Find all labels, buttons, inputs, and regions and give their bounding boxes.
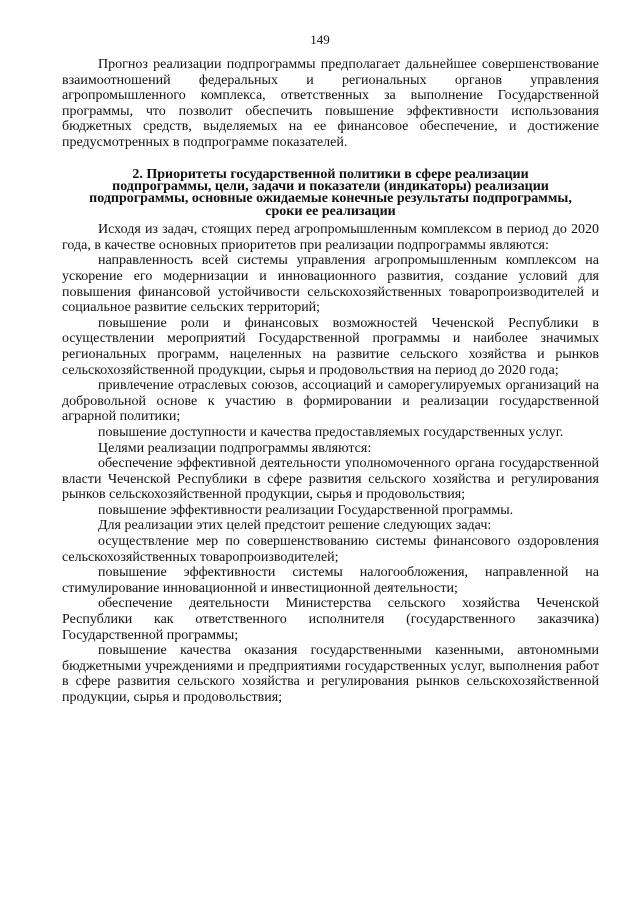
section-heading-line: сроки ее реализации: [265, 203, 396, 219]
task-item: обеспечение деятельности Министерства сельского хозяйства Чеченской Республики как ответственного исполнителя (государственного заказчика) Государственной программы;: [62, 596, 599, 643]
task-item: повышение качества оказания государственными казенными, автономными бюджетными учреждениями и предприятиями государственных услуг, выполнения работ в сфере развития сельского хозяйства и регулирования рынков сельскохозяйственной продукции, сырья и продовольствия;: [62, 643, 599, 705]
page-number: 149: [310, 32, 330, 47]
priority-item: повышение доступности и качества предоставляемых государственных услуг.: [98, 424, 564, 440]
priority-item: направленность всей системы управления агропромышленным комплексом на ускорение его модернизации и инновационного развития, создание условий для повышения финансовой устойчивости сельскохозяйственных товаропроизводителей и социальное развитие сельских территорий;: [62, 253, 599, 316]
page-content: [62, 57, 599, 706]
section-heading-line: подпрограммы, цели, задачи и показатели (индикаторы) реализации: [112, 178, 549, 194]
section-heading-line: подпрограммы, основные ожидаемые конечные результаты подпрограммы,: [89, 191, 572, 207]
goal-item: обеспечение эффективной деятельности уполномоченного органа государственной власти Чеченской Республики в сфере развития сельского хозяйства и регулирования рынков сельскохозяйственной продукции, сырья и продовольствия;: [62, 456, 599, 503]
section-heading-line: 2. Приоритеты государственной политики в сфере реализации: [132, 166, 529, 182]
goal-item: повышение эффективности реализации Государственной программы.: [98, 502, 514, 518]
priorities-intro-paragraph: Исходя из задач, стоящих перед агропромышленным комплексом в период до 2020 года, в качестве основных приоритетов при реализации подпрограммы являются:: [62, 222, 599, 253]
tasks-intro-paragraph: Для реализации этих целей предстоит решение следующих задач:: [98, 518, 492, 534]
priority-item: повышение роли и финансовых возможностей Чеченской Республики в осуществлении мероприятий Государственной программы и наиболее значимых региональных программ, нацеленных на развитие сельского хозяйства и рынков сельскохозяйственной продукции, сырья и продовольствия на период до 2020 года;: [62, 315, 599, 378]
intro-paragraph: Прогноз реализации подпрограммы предполагает дальнейшее совершенствование взаимоотношений федеральных и региональных органов управления агропромышленного комплекса, ответственных за выполнение Государственной программы, что позволит обеспечить повышение эффективности использования бюджетных средств, выделяемых на ее финансовое обеспечение, и достижение предусмотренных в подпрограмме показателей.: [62, 57, 599, 150]
priority-item: привлечение отраслевых союзов, ассоциаций и саморегулируемых организаций на добровольной основе к участию в формировании и реализации государственной аграрной политики;: [62, 378, 599, 425]
task-item: осуществление мер по совершенствованию системы финансового оздоровления сельскохозяйственных товаропроизводителей;: [62, 534, 599, 565]
task-item: повышение эффективности системы налогообложения, направленной на стимулирование инновационной и инвестиционной деятельности;: [62, 565, 599, 596]
section-heading: [62, 166, 599, 219]
goals-intro-paragraph: Целями реализации подпрограммы являются:: [98, 440, 372, 456]
